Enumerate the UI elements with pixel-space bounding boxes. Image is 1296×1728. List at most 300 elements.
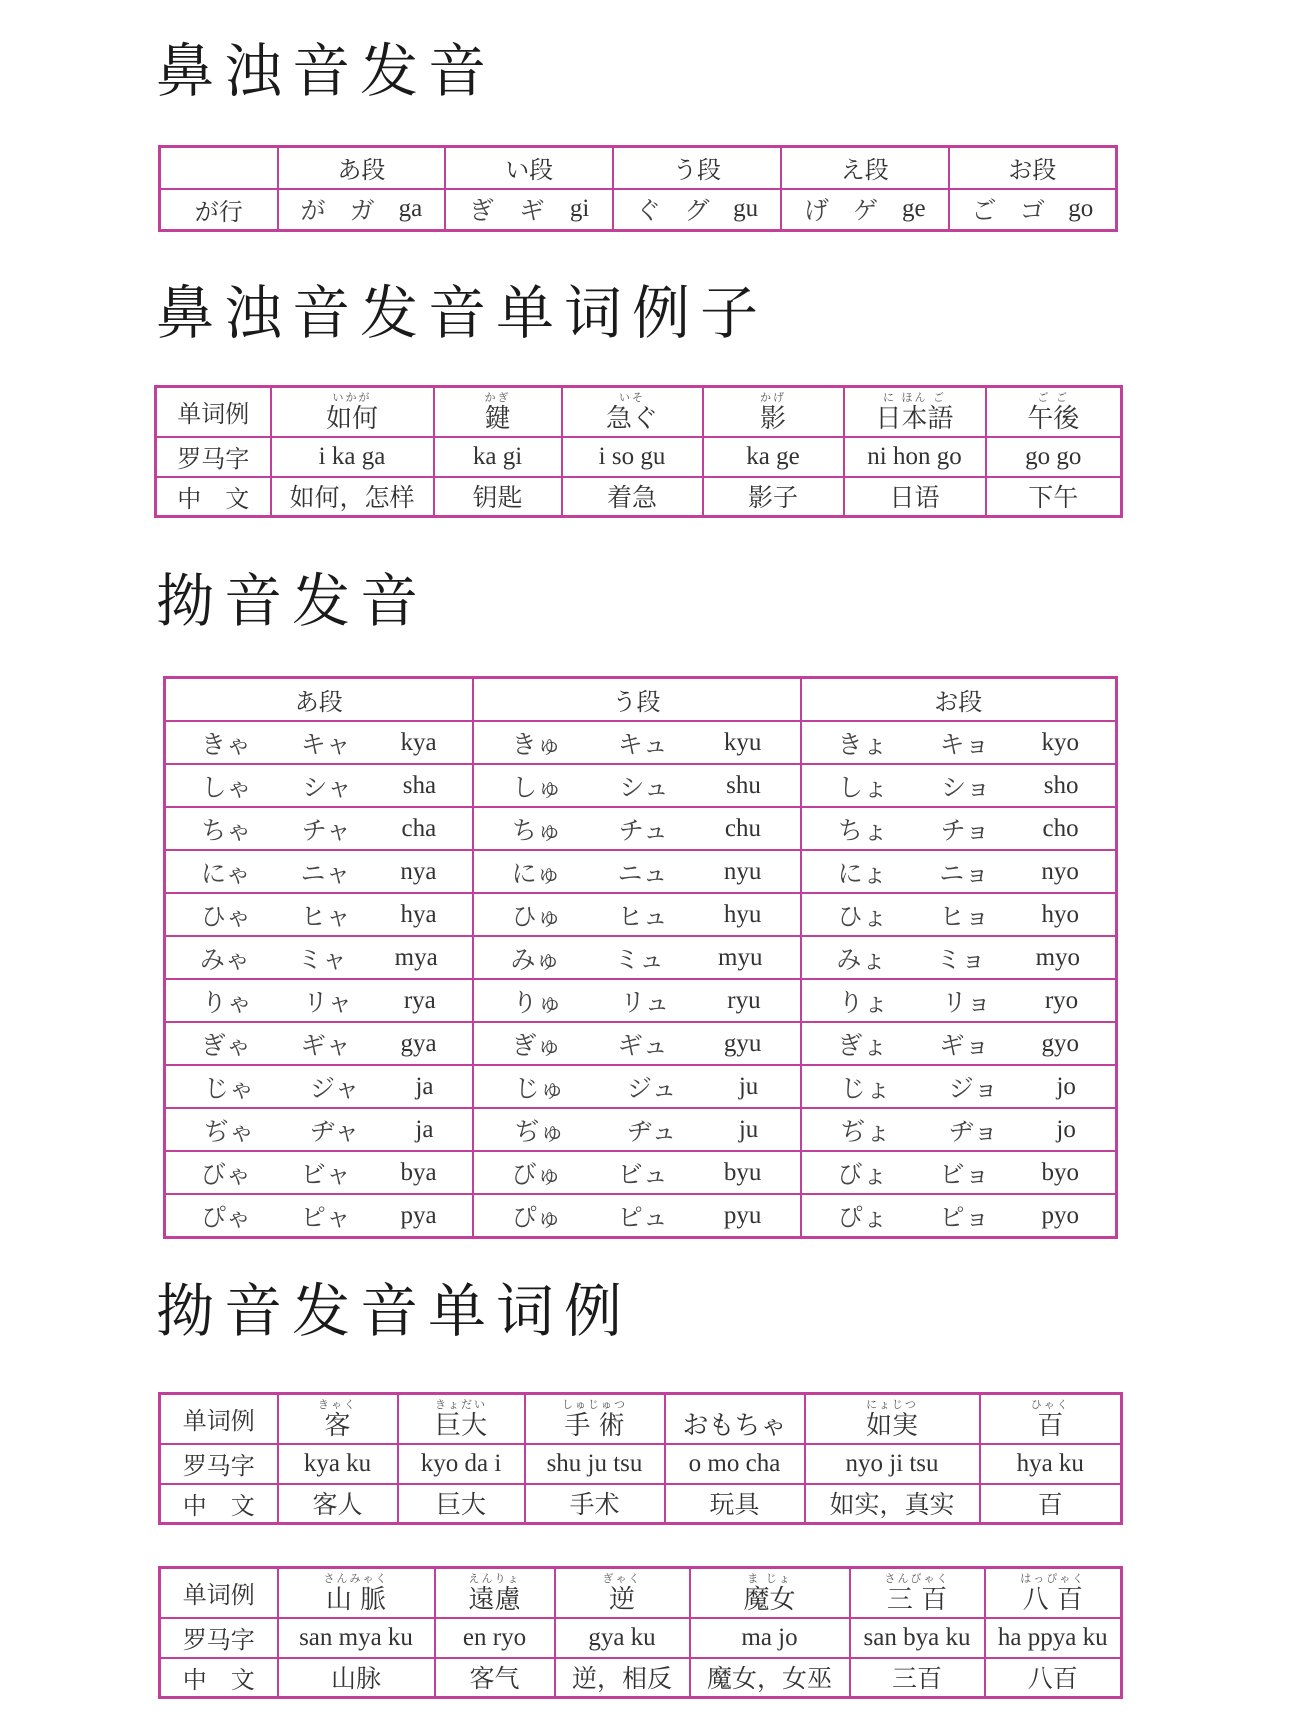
katakana: ビョ bbox=[939, 1159, 990, 1189]
kana-triple bbox=[166, 897, 472, 933]
romaji: byu bbox=[723, 1158, 762, 1186]
hiragana: りゅ bbox=[512, 987, 563, 1017]
word-row-roma bbox=[156, 437, 1122, 477]
romaji: sho bbox=[1043, 771, 1079, 799]
youon-cell bbox=[801, 850, 1117, 893]
word-text: 鍵 bbox=[484, 403, 511, 434]
word-text: 午後 bbox=[1027, 403, 1080, 434]
chinese-meaning: 魔女，女巫 bbox=[706, 1664, 832, 1694]
chinese-meaning: 下午 bbox=[1028, 483, 1079, 513]
youon-cell bbox=[473, 807, 801, 850]
kana-triple bbox=[802, 854, 1116, 890]
chinese-meaning: 影子 bbox=[747, 483, 798, 513]
kana-triple bbox=[166, 940, 472, 976]
word-text: 如実 bbox=[865, 1410, 918, 1441]
kana-triple bbox=[802, 1026, 1116, 1062]
romaji: pya bbox=[400, 1201, 437, 1229]
romaji: kyu bbox=[723, 728, 762, 756]
row-label: 单词例 bbox=[160, 1394, 278, 1444]
chinese-meaning: 钥匙 bbox=[472, 483, 523, 513]
word-stack bbox=[556, 1573, 689, 1613]
hiragana: げ bbox=[803, 196, 829, 226]
romaji: go go bbox=[1025, 442, 1082, 470]
katakana: シャ bbox=[302, 772, 352, 802]
word-stack bbox=[526, 1399, 664, 1439]
kana-triple bbox=[474, 854, 800, 890]
youon-row bbox=[165, 1194, 1117, 1238]
katakana: ショ bbox=[941, 772, 991, 802]
katakana: チョ bbox=[940, 815, 990, 845]
word-cell bbox=[980, 1484, 1122, 1524]
word-stack bbox=[691, 1573, 849, 1613]
hiragana: びゃ bbox=[200, 1159, 251, 1189]
youon-cell bbox=[165, 1022, 473, 1065]
word-text: 逆 bbox=[608, 1584, 635, 1615]
kana-triple bbox=[802, 725, 1116, 761]
kana-triple bbox=[802, 940, 1116, 976]
romaji: hya ku bbox=[1016, 1449, 1084, 1477]
nasal-cell bbox=[781, 189, 949, 231]
word-cell bbox=[555, 1658, 690, 1698]
romaji: nyo ji tsu bbox=[845, 1449, 939, 1477]
word-stack bbox=[845, 392, 985, 432]
katakana: チュ bbox=[618, 815, 669, 845]
romaji: gya bbox=[400, 1029, 437, 1057]
furigana: かげ bbox=[760, 390, 786, 404]
hiragana: しゃ bbox=[201, 772, 252, 802]
word-cell bbox=[271, 387, 434, 437]
kana-triple bbox=[802, 1112, 1116, 1148]
youon-cell bbox=[165, 850, 473, 893]
word-row-cn bbox=[156, 477, 1122, 517]
kana-triple bbox=[166, 1155, 472, 1191]
word-cell bbox=[850, 1658, 985, 1698]
word-stack bbox=[436, 1573, 554, 1613]
row-label: 罗马字 bbox=[160, 1618, 278, 1658]
word-cell bbox=[986, 387, 1122, 437]
furigana: にょじつ bbox=[866, 1397, 918, 1411]
chinese-meaning: 如实，真实 bbox=[829, 1490, 955, 1520]
heading-nasal-words: 鼻浊音发音单词例子 bbox=[156, 279, 769, 347]
romaji: kya bbox=[400, 728, 437, 756]
hiragana: みょ bbox=[836, 944, 887, 974]
katakana: ジョ bbox=[948, 1073, 999, 1103]
romaji: ju bbox=[738, 1115, 759, 1143]
chinese-meaning: 逆，相反 bbox=[571, 1664, 672, 1694]
katakana: ミョ bbox=[936, 944, 986, 974]
romaji: ge bbox=[902, 195, 926, 223]
word-row-cn bbox=[160, 1658, 1122, 1698]
word-text: 三 百 bbox=[886, 1584, 948, 1615]
katakana: ヒャ bbox=[300, 901, 351, 931]
furigana: さんみゃく bbox=[323, 1571, 389, 1585]
romaji: o mo cha bbox=[688, 1449, 781, 1477]
katakana: チャ bbox=[301, 815, 352, 845]
word-cell bbox=[434, 387, 562, 437]
word-cell bbox=[805, 1444, 980, 1484]
romaji: myo bbox=[1035, 943, 1081, 971]
youon-row bbox=[165, 1065, 1117, 1108]
nasal-corner bbox=[160, 147, 278, 189]
kana-triple bbox=[474, 983, 800, 1019]
romaji: ga bbox=[398, 195, 423, 223]
furigana: きゃく bbox=[318, 1397, 357, 1411]
word-text: 影 bbox=[759, 403, 786, 434]
romaji: go bbox=[1068, 195, 1094, 223]
word-text: 日本語 bbox=[875, 403, 954, 434]
katakana: リュ bbox=[620, 987, 670, 1017]
youon-cell bbox=[801, 1194, 1117, 1238]
youon-cell bbox=[165, 936, 473, 979]
word-cell bbox=[703, 477, 844, 517]
word-cell bbox=[435, 1568, 555, 1618]
word-cell bbox=[278, 1568, 435, 1618]
kana-triple bbox=[474, 1155, 800, 1191]
hiragana: しゅ bbox=[512, 772, 563, 802]
katakana: キャ bbox=[300, 729, 351, 759]
kana-triple bbox=[802, 1069, 1116, 1105]
kana-triple bbox=[474, 897, 800, 933]
nasal-cell bbox=[949, 189, 1117, 231]
youon-words-table-2 bbox=[158, 1566, 1123, 1699]
chinese-meaning: 八百 bbox=[1027, 1664, 1078, 1694]
youon-cell bbox=[473, 1108, 801, 1151]
katakana: ニュ bbox=[617, 858, 668, 888]
hiragana: りょ bbox=[838, 987, 889, 1017]
romaji: ka gi bbox=[472, 442, 523, 470]
word-cell bbox=[278, 1484, 398, 1524]
chinese-meaning: 山脉 bbox=[330, 1664, 381, 1694]
word-cell bbox=[690, 1658, 850, 1698]
romaji: san mya ku bbox=[299, 1623, 413, 1651]
chinese-meaning: 三百 bbox=[891, 1664, 942, 1694]
romaji: ha ppya ku bbox=[997, 1623, 1108, 1651]
heading-nasal: 鼻浊音发音 bbox=[156, 37, 497, 105]
romaji: pyo bbox=[1041, 1201, 1079, 1229]
nasal-words-table bbox=[154, 385, 1123, 518]
furigana: ま じょ bbox=[747, 1571, 792, 1585]
youon-cell bbox=[473, 979, 801, 1022]
youon-cell bbox=[801, 1108, 1117, 1151]
hiragana: にょ bbox=[837, 858, 888, 888]
word-cell bbox=[850, 1618, 985, 1658]
youon-cell bbox=[801, 1065, 1117, 1108]
furigana: ご ご bbox=[1037, 390, 1069, 404]
romaji: byo bbox=[1041, 1158, 1079, 1186]
hiragana: ちょ bbox=[837, 815, 888, 845]
hiragana: ひょ bbox=[837, 901, 888, 931]
katakana: リョ bbox=[941, 987, 992, 1017]
youon-cell bbox=[801, 1151, 1117, 1194]
katakana: ギョ bbox=[939, 1030, 990, 1060]
youon-cell bbox=[165, 1151, 473, 1194]
word-stack bbox=[981, 1399, 1121, 1439]
hiragana: ぢゅ bbox=[514, 1116, 565, 1146]
word-cell bbox=[555, 1568, 690, 1618]
katakana: ジャ bbox=[309, 1073, 360, 1103]
furigana: さんびゃく bbox=[884, 1571, 950, 1585]
romaji: san bya ku bbox=[863, 1623, 971, 1651]
kana-triple bbox=[166, 1026, 472, 1062]
youon-cell bbox=[801, 721, 1117, 764]
katakana: グ bbox=[684, 196, 710, 226]
youon-cell bbox=[801, 936, 1117, 979]
youon-row bbox=[165, 721, 1117, 764]
kana-triple bbox=[166, 854, 472, 890]
word-cell bbox=[985, 1618, 1122, 1658]
katakana: ミャ bbox=[297, 944, 347, 974]
katakana: キュ bbox=[617, 729, 668, 759]
word-row-roma bbox=[160, 1444, 1122, 1484]
chinese-meaning: 玩具 bbox=[709, 1490, 760, 1520]
nasal-col-i: い段 bbox=[445, 147, 613, 189]
word-text: 巨大 bbox=[434, 1410, 487, 1441]
word-row-cn bbox=[160, 1484, 1122, 1524]
hiragana: ぎょ bbox=[837, 1030, 888, 1060]
word-stack bbox=[704, 392, 843, 432]
hiragana: きゃ bbox=[200, 729, 251, 759]
word-stack bbox=[435, 392, 561, 432]
romaji: kyo bbox=[1041, 728, 1079, 756]
hiragana: ちゅ bbox=[511, 815, 562, 845]
romaji: i so gu bbox=[598, 442, 666, 470]
word-cell bbox=[665, 1394, 805, 1444]
romaji: cho bbox=[1042, 814, 1079, 842]
romaji: nyu bbox=[723, 857, 762, 885]
row-label: 单词例 bbox=[156, 387, 271, 437]
word-cell bbox=[703, 387, 844, 437]
kana-triple bbox=[474, 1026, 800, 1062]
kana-triple bbox=[802, 811, 1116, 847]
row-label: 罗马字 bbox=[160, 1444, 278, 1484]
romaji: hya bbox=[400, 900, 437, 928]
youon-cell bbox=[801, 893, 1117, 936]
word-cell bbox=[703, 437, 844, 477]
hiragana: じゅ bbox=[514, 1073, 565, 1103]
word-stack bbox=[986, 1573, 1121, 1613]
youon-words-table-1 bbox=[158, 1392, 1123, 1525]
katakana: ピャ bbox=[300, 1202, 351, 1232]
word-cell bbox=[435, 1658, 555, 1698]
romaji: ni hon go bbox=[867, 442, 962, 470]
romaji: gi bbox=[569, 195, 590, 223]
nasal-cell bbox=[613, 189, 781, 231]
romaji: shu bbox=[726, 771, 761, 799]
youon-row bbox=[165, 893, 1117, 936]
kana-triple bbox=[166, 768, 472, 804]
romaji: kyo da i bbox=[420, 1449, 502, 1477]
youon-cell bbox=[165, 721, 473, 764]
youon-cell bbox=[165, 893, 473, 936]
hiragana: ぎ bbox=[469, 196, 495, 226]
hiragana: ぎゃ bbox=[200, 1030, 251, 1060]
heading-youon-words: 拗音发音单词例 bbox=[156, 1277, 633, 1345]
youon-col-o: お段 bbox=[801, 678, 1117, 722]
youon-cell bbox=[473, 1022, 801, 1065]
word-cell bbox=[398, 1484, 525, 1524]
romaji: i ka ga bbox=[318, 442, 386, 470]
youon-row bbox=[165, 1151, 1117, 1194]
romaji: bya bbox=[400, 1158, 437, 1186]
youon-cell bbox=[473, 764, 801, 807]
word-cell bbox=[562, 387, 703, 437]
chinese-meaning: 巨大 bbox=[435, 1490, 486, 1520]
youon-col-u: う段 bbox=[473, 678, 801, 722]
romaji: sha bbox=[402, 771, 437, 799]
kana-triple bbox=[802, 1155, 1116, 1191]
kana-triple bbox=[802, 983, 1116, 1019]
nasal-col-e: え段 bbox=[781, 147, 949, 189]
word-cell bbox=[434, 477, 562, 517]
romaji: ryo bbox=[1044, 986, 1079, 1014]
katakana: ヂョ bbox=[948, 1116, 999, 1146]
youon-cell bbox=[473, 1151, 801, 1194]
kana-triple bbox=[474, 768, 800, 804]
word-cell bbox=[690, 1568, 850, 1618]
word-cell bbox=[278, 1658, 435, 1698]
word-row-roma bbox=[160, 1618, 1122, 1658]
nasal-col-u: う段 bbox=[613, 147, 781, 189]
romaji: shu ju tsu bbox=[546, 1449, 643, 1477]
katakana: ピョ bbox=[939, 1202, 990, 1232]
chinese-meaning: 日语 bbox=[889, 483, 940, 513]
hiragana: みゃ bbox=[199, 944, 250, 974]
youon-row bbox=[165, 979, 1117, 1022]
kana-triple bbox=[279, 191, 445, 227]
word-cell bbox=[525, 1484, 665, 1524]
youon-table bbox=[163, 676, 1118, 1239]
word-stack bbox=[666, 1399, 804, 1439]
romaji: en ryo bbox=[462, 1623, 527, 1651]
word-cell bbox=[844, 437, 986, 477]
romaji: hyu bbox=[723, 900, 762, 928]
romaji: gyu bbox=[723, 1029, 762, 1057]
youon-cell bbox=[473, 850, 801, 893]
hiragana: にゅ bbox=[511, 858, 562, 888]
word-cell bbox=[665, 1484, 805, 1524]
hiragana: じゃ bbox=[203, 1073, 254, 1103]
romaji: hyo bbox=[1041, 900, 1079, 928]
word-cell bbox=[278, 1618, 435, 1658]
kana-triple bbox=[950, 191, 1115, 227]
word-stack bbox=[399, 1399, 524, 1439]
youon-row bbox=[165, 1108, 1117, 1151]
heading-youon: 拗音发音 bbox=[156, 567, 429, 635]
romaji: ka ge bbox=[746, 442, 800, 470]
katakana: ヂャ bbox=[310, 1116, 360, 1146]
hiragana: ぴょ bbox=[837, 1202, 888, 1232]
youon-cell bbox=[473, 1065, 801, 1108]
word-stack bbox=[806, 1399, 979, 1439]
word-cell bbox=[278, 1444, 398, 1484]
youon-cell bbox=[165, 1194, 473, 1238]
word-cell bbox=[850, 1568, 985, 1618]
katakana: ゲ bbox=[852, 196, 878, 226]
furigana: ぎゃく bbox=[602, 1571, 642, 1585]
chinese-meaning: 百 bbox=[1037, 1490, 1063, 1520]
katakana: ギ bbox=[519, 196, 545, 226]
romaji: myu bbox=[718, 943, 763, 971]
word-text: 遠慮 bbox=[468, 1584, 521, 1615]
word-cell bbox=[665, 1444, 805, 1484]
word-cell bbox=[986, 437, 1122, 477]
hiragana: ひゃ bbox=[200, 901, 251, 931]
nasal-cell bbox=[445, 189, 613, 231]
word-cell bbox=[980, 1444, 1122, 1484]
word-text: 魔女 bbox=[743, 1584, 796, 1615]
katakana: ビュ bbox=[617, 1159, 668, 1189]
katakana: ゴ bbox=[1019, 196, 1045, 226]
hiragana: ぢゃ bbox=[204, 1116, 255, 1146]
word-text: 八 百 bbox=[1022, 1584, 1083, 1615]
romaji: nyo bbox=[1041, 857, 1079, 885]
word-stack bbox=[987, 392, 1121, 432]
romaji: ryu bbox=[727, 986, 761, 1014]
word-text: 客 bbox=[324, 1410, 351, 1441]
romaji: jo bbox=[1056, 1115, 1076, 1143]
romaji: cha bbox=[401, 814, 437, 842]
kana-triple bbox=[802, 897, 1116, 933]
romaji: ma jo bbox=[741, 1623, 798, 1651]
kana-triple bbox=[474, 811, 800, 847]
word-cell bbox=[844, 477, 986, 517]
katakana: キョ bbox=[939, 729, 990, 759]
word-text: おもちゃ bbox=[682, 1410, 787, 1441]
hiragana: りゃ bbox=[201, 987, 252, 1017]
hiragana: ぴゃ bbox=[200, 1202, 251, 1232]
youon-row bbox=[165, 936, 1117, 979]
youon-cell bbox=[473, 936, 801, 979]
word-cell bbox=[690, 1618, 850, 1658]
row-label: 单词例 bbox=[160, 1568, 278, 1618]
katakana: ビャ bbox=[300, 1159, 351, 1189]
word-cell bbox=[562, 437, 703, 477]
katakana: リャ bbox=[303, 987, 353, 1017]
romaji: mya bbox=[394, 943, 438, 971]
katakana: ニョ bbox=[939, 858, 990, 888]
nasal-row-label: が行 bbox=[160, 189, 278, 231]
word-cell bbox=[525, 1444, 665, 1484]
katakana: ニャ bbox=[300, 858, 351, 888]
word-text: 如何 bbox=[325, 403, 378, 434]
youon-col-a: あ段 bbox=[165, 678, 473, 722]
hiragana: ひゅ bbox=[511, 901, 562, 931]
word-stack bbox=[279, 1399, 397, 1439]
kana-triple bbox=[446, 191, 612, 227]
furigana: に ほん ご bbox=[883, 390, 946, 404]
hiragana: びゅ bbox=[511, 1159, 562, 1189]
word-cell bbox=[525, 1394, 665, 1444]
word-text: 山 脈 bbox=[325, 1584, 387, 1615]
hiragana: みゅ bbox=[510, 944, 561, 974]
hiragana: じょ bbox=[840, 1073, 891, 1103]
romaji: gu bbox=[733, 195, 759, 223]
furigana: いかが bbox=[332, 390, 372, 404]
kana-triple bbox=[474, 1198, 800, 1234]
kana-triple bbox=[802, 1198, 1116, 1234]
katakana: ギャ bbox=[300, 1030, 351, 1060]
word-cell bbox=[985, 1568, 1122, 1618]
hiragana: びょ bbox=[837, 1159, 888, 1189]
kana-triple bbox=[166, 1198, 472, 1234]
romaji: ju bbox=[738, 1072, 759, 1100]
word-row-word bbox=[160, 1568, 1122, 1618]
furigana: はっぴゃく bbox=[1020, 1571, 1086, 1585]
word-cell bbox=[434, 437, 562, 477]
word-cell bbox=[985, 1658, 1122, 1698]
chinese-meaning: 客气 bbox=[469, 1664, 520, 1694]
word-cell bbox=[271, 437, 434, 477]
